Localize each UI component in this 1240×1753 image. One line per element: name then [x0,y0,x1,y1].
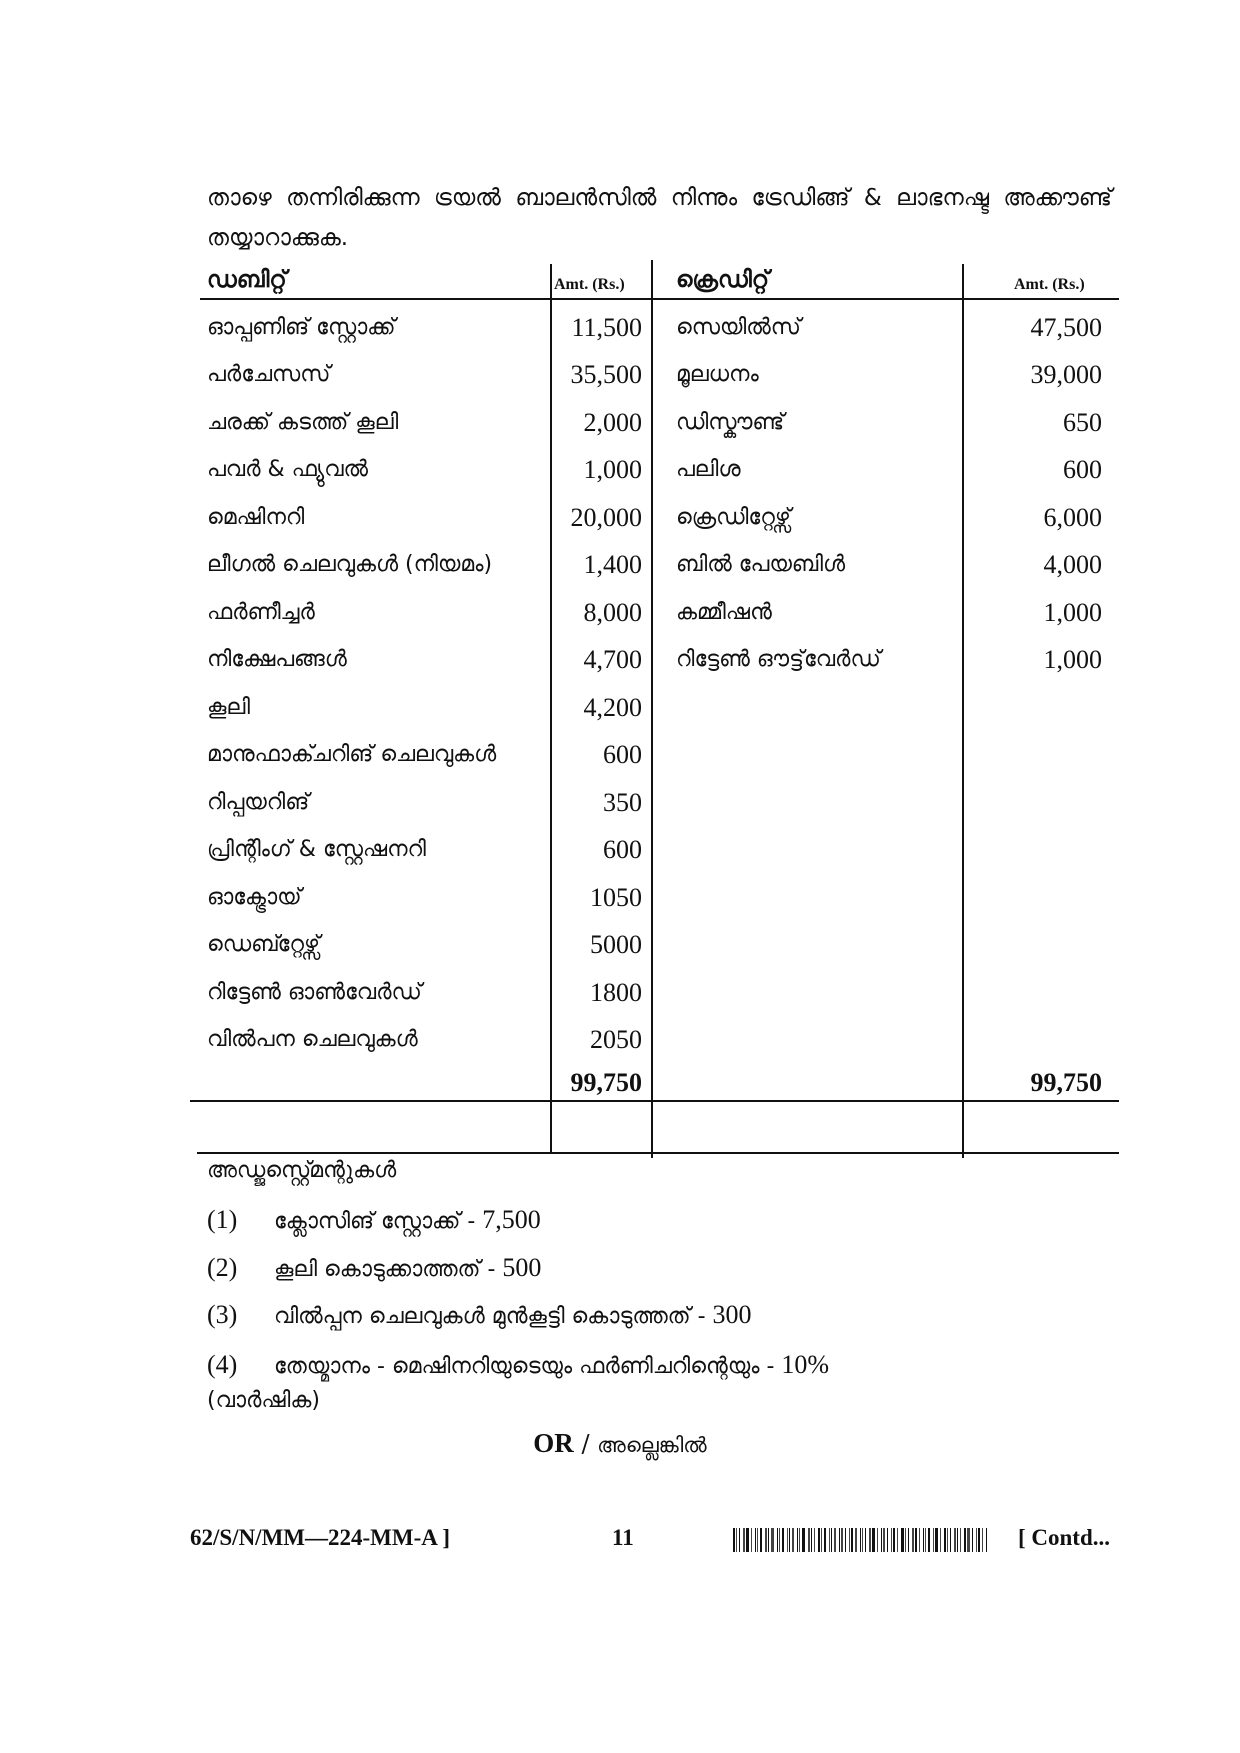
barcode-bar [841,1528,843,1552]
barcode-bar [799,1528,800,1552]
barcode-bar [751,1528,752,1552]
or-slash: / [581,1430,590,1458]
adjustment-number: (4) [207,1350,238,1379]
debit-label: പ്രിന്റിംഗ് & സ്റ്റേഷനറി [207,837,426,862]
debit-label: പർചേസസ് [207,362,331,387]
barcode-bar [787,1528,788,1552]
barcode-bar [925,1528,926,1552]
barcode-bar [760,1528,762,1552]
barcode-bar [789,1528,790,1552]
adjustments-title: അഡ്ജസ്റ്റ്മെന്റുകൾ [207,1158,397,1183]
credit-total: 99,750 [1030,1068,1102,1097]
continued-label: [ Contd... [1018,1525,1111,1550]
barcode-bar [849,1528,850,1552]
barcode-bar [887,1528,888,1552]
debit-amount: 35,500 [570,360,642,389]
adjustment-text: കൂലി കൊടുക്കാത്തത് - [274,1257,496,1282]
debit-amount: 4,700 [583,645,642,674]
barcode-bar [834,1528,837,1552]
credit-amount: 39,000 [1030,360,1102,389]
adjustment-number: (2) [207,1253,238,1282]
barcode-bar [792,1528,794,1552]
barcode-bar [960,1528,961,1552]
paper-code: 62/S/N/MM—224-MM-A ] [190,1525,450,1550]
credit-amount: 4,000 [1043,550,1102,579]
debit-amount: 350 [603,788,642,817]
barcode-bar [733,1528,735,1552]
barcode-bar [964,1528,966,1552]
barcode-bar [808,1528,810,1552]
adjustment-value: 500 [502,1253,542,1282]
adjustment-text: തേയ്മാനം - മെഷിനറിയുടെയും ഫർണിചറിന്റെയും - [274,1354,775,1379]
barcode [733,1528,988,1552]
barcode-bar [814,1528,815,1552]
debit-label: മെഷിനറി [207,505,305,530]
adjustment-value: 300 [712,1300,752,1329]
debit-amount-header: Amt. (Rs.) [554,276,625,293]
barcode-bar [976,1528,977,1552]
debit-label: നിക്ഷേപങ്ങൾ [207,647,347,672]
barcode-bar [957,1528,958,1552]
barcode-bar [869,1528,871,1552]
debit-amount: 11,500 [571,313,642,342]
question-text: താഴെ തന്നിരിക്കുന്ന ട്രയൽ ബാലൻസിൽ നിന്നും ട്രേഡിങ്ങ് & ലാഭനഷ്ട അക്കൗണ്ട് തയ്യാറാക്കുക. [207,185,1112,251]
barcode-bar [802,1528,805,1552]
barcode-bar [881,1528,882,1552]
barcode-bar [831,1528,832,1552]
table-bottom-rule [197,1152,1119,1154]
barcode-bar [821,1528,822,1552]
debit-amount: 600 [603,740,642,769]
debit-total: 99,750 [570,1068,642,1097]
barcode-bar [860,1528,861,1552]
adjustment-item [207,1300,752,1330]
barcode-bar [797,1528,798,1552]
credit-amount: 600 [1063,455,1102,484]
barcode-bar [818,1528,820,1552]
adjustment-text: വിൽപ്പന ചെലവുകൾ മുൻകൂട്ടി കൊടുത്തത് - [274,1304,706,1329]
debit-label: ലീഗൽ ചെലവുകൾ (നിയമം) [207,552,493,577]
credit-label: ബിൽ പേയബിൾ [676,552,846,577]
or-malayalam: അല്ലെങ്കിൽ [597,1433,707,1457]
credit-amount: 1,000 [1043,598,1102,627]
adjustment-continuation: (വാർഷിക) [207,1388,320,1413]
adjustment-text: ക്ലോസിങ് സ്റ്റോക്ക് - [274,1209,476,1234]
debit-label: പവർ & ഫ്യുവൽ [207,457,369,482]
debit-label: മാനുഫാക്ചറിങ് ചെലവുകൾ [207,742,497,767]
barcode-bar [947,1528,948,1552]
debit-amount: 4,200 [583,693,642,722]
barcode-bar [811,1528,812,1552]
barcode-bar [919,1528,920,1552]
adjustment-number: (3) [207,1300,238,1329]
barcode-bar [771,1528,774,1552]
barcode-bar [915,1528,917,1552]
barcode-bar [940,1528,941,1552]
adjustment-value: 10% [781,1350,830,1379]
debit-label: ഓക്ട്രോയ് [207,885,302,910]
debit-label: ചരക്ക് കടത്ത് കൂലി [207,410,399,435]
barcode-bar [782,1528,784,1552]
barcode-bar [757,1528,758,1552]
barcode-bar [972,1528,973,1552]
barcode-bar [855,1528,857,1552]
barcode-bar [824,1528,826,1552]
or-label: OR [533,1428,574,1458]
barcode-bar [862,1528,863,1552]
credit-amount-header: Amt. (Rs.) [1014,276,1085,293]
barcode-bar [954,1528,956,1552]
barcode-bar [746,1528,749,1552]
barcode-bar [986,1528,987,1552]
barcode-bar [950,1528,951,1552]
barcode-bar [743,1528,745,1552]
barcode-bar [865,1528,866,1552]
adjustment-item [207,1253,541,1283]
barcode-bar [777,1528,778,1552]
barcode-bar [736,1528,737,1552]
barcode-bar [755,1528,756,1552]
debit-label: ഡെബ്റ്റേഴ്സ് [207,932,321,957]
adjustment-value: 7,500 [482,1205,541,1234]
debit-amount: 600 [603,835,642,864]
barcode-bar [893,1528,895,1552]
credit-label: ഡിസ്കൗണ്ട് [676,410,785,435]
credit-label: പലിശ [676,457,741,482]
barcode-bar [923,1528,924,1552]
credit-label: ക്രെഡിറ്റേഴ്സ് [676,505,791,530]
debit-amount: 2,000 [583,408,642,437]
debit-label: റിപ്പയറിങ് [207,790,310,815]
barcode-bar [872,1528,875,1552]
debit-amount: 1,400 [583,550,642,579]
barcode-bar [982,1528,983,1552]
credit-header: ക്രെഡിറ്റ് [676,267,770,293]
or-separator [0,1428,1240,1459]
credit-amount: 650 [1063,408,1102,437]
debit-label: റിട്ടേൺ ഓൺവേർഡ് [207,980,422,1005]
credit-amount: 47,500 [1030,313,1102,342]
debit-label: വിൽപന ചെലവുകൾ [207,1027,418,1052]
barcode-bar [779,1528,780,1552]
debit-label: ഫർണീച്ചർ [207,600,315,625]
barcode-bar [891,1528,892,1552]
barcode-bar [883,1528,885,1552]
table-divider-3 [962,264,964,1158]
barcode-bar [765,1528,767,1552]
credit-label: കമ്മീഷൻ [676,600,772,625]
debit-amount: 5000 [590,930,642,959]
table-total-rule [190,1100,1119,1102]
table-header-rule [200,298,1119,300]
barcode-bar [944,1528,946,1552]
credit-amount: 6,000 [1043,503,1102,532]
debit-header: ഡബിറ്റ് [207,267,287,293]
adjustment-item [207,1205,541,1235]
credit-label: റിട്ടേൺ ഔട്ട്‌വേർഡ് [676,647,881,672]
barcode-bar [739,1528,740,1552]
debit-label: ഓപ്പണിങ് സ്റ്റോക്ക് [207,315,396,340]
barcode-bar [908,1528,909,1552]
adjustment-item [207,1350,829,1380]
credit-label: സെയിൽസ് [676,315,801,340]
barcode-bar [912,1528,914,1552]
adjustment-number: (1) [207,1205,238,1234]
barcode-bar [978,1528,980,1552]
page-number: 11 [612,1525,634,1550]
barcode-bar [897,1528,898,1552]
debit-amount: 1,000 [583,455,642,484]
barcode-bar [935,1528,938,1552]
debit-amount: 1800 [590,978,642,1007]
barcode-bar [967,1528,970,1552]
barcode-bar [933,1528,934,1552]
debit-label: കൂലി [207,695,251,720]
debit-amount: 2050 [590,1025,642,1054]
barcode-bar [901,1528,904,1552]
barcode-bar [851,1528,853,1552]
barcode-bar [839,1528,840,1552]
debit-amount: 8,000 [583,598,642,627]
barcode-bar [845,1528,846,1552]
barcode-bar [768,1528,769,1552]
debit-amount: 20,000 [570,503,642,532]
debit-amount: 1050 [590,883,642,912]
barcode-bar [928,1528,930,1552]
barcode-bar [905,1528,906,1552]
barcode-bar [829,1528,830,1552]
credit-label: മൂലധനം [676,362,759,387]
table-divider-2 [651,260,653,1158]
barcode-bar [877,1528,878,1552]
credit-amount: 1,000 [1043,645,1102,674]
